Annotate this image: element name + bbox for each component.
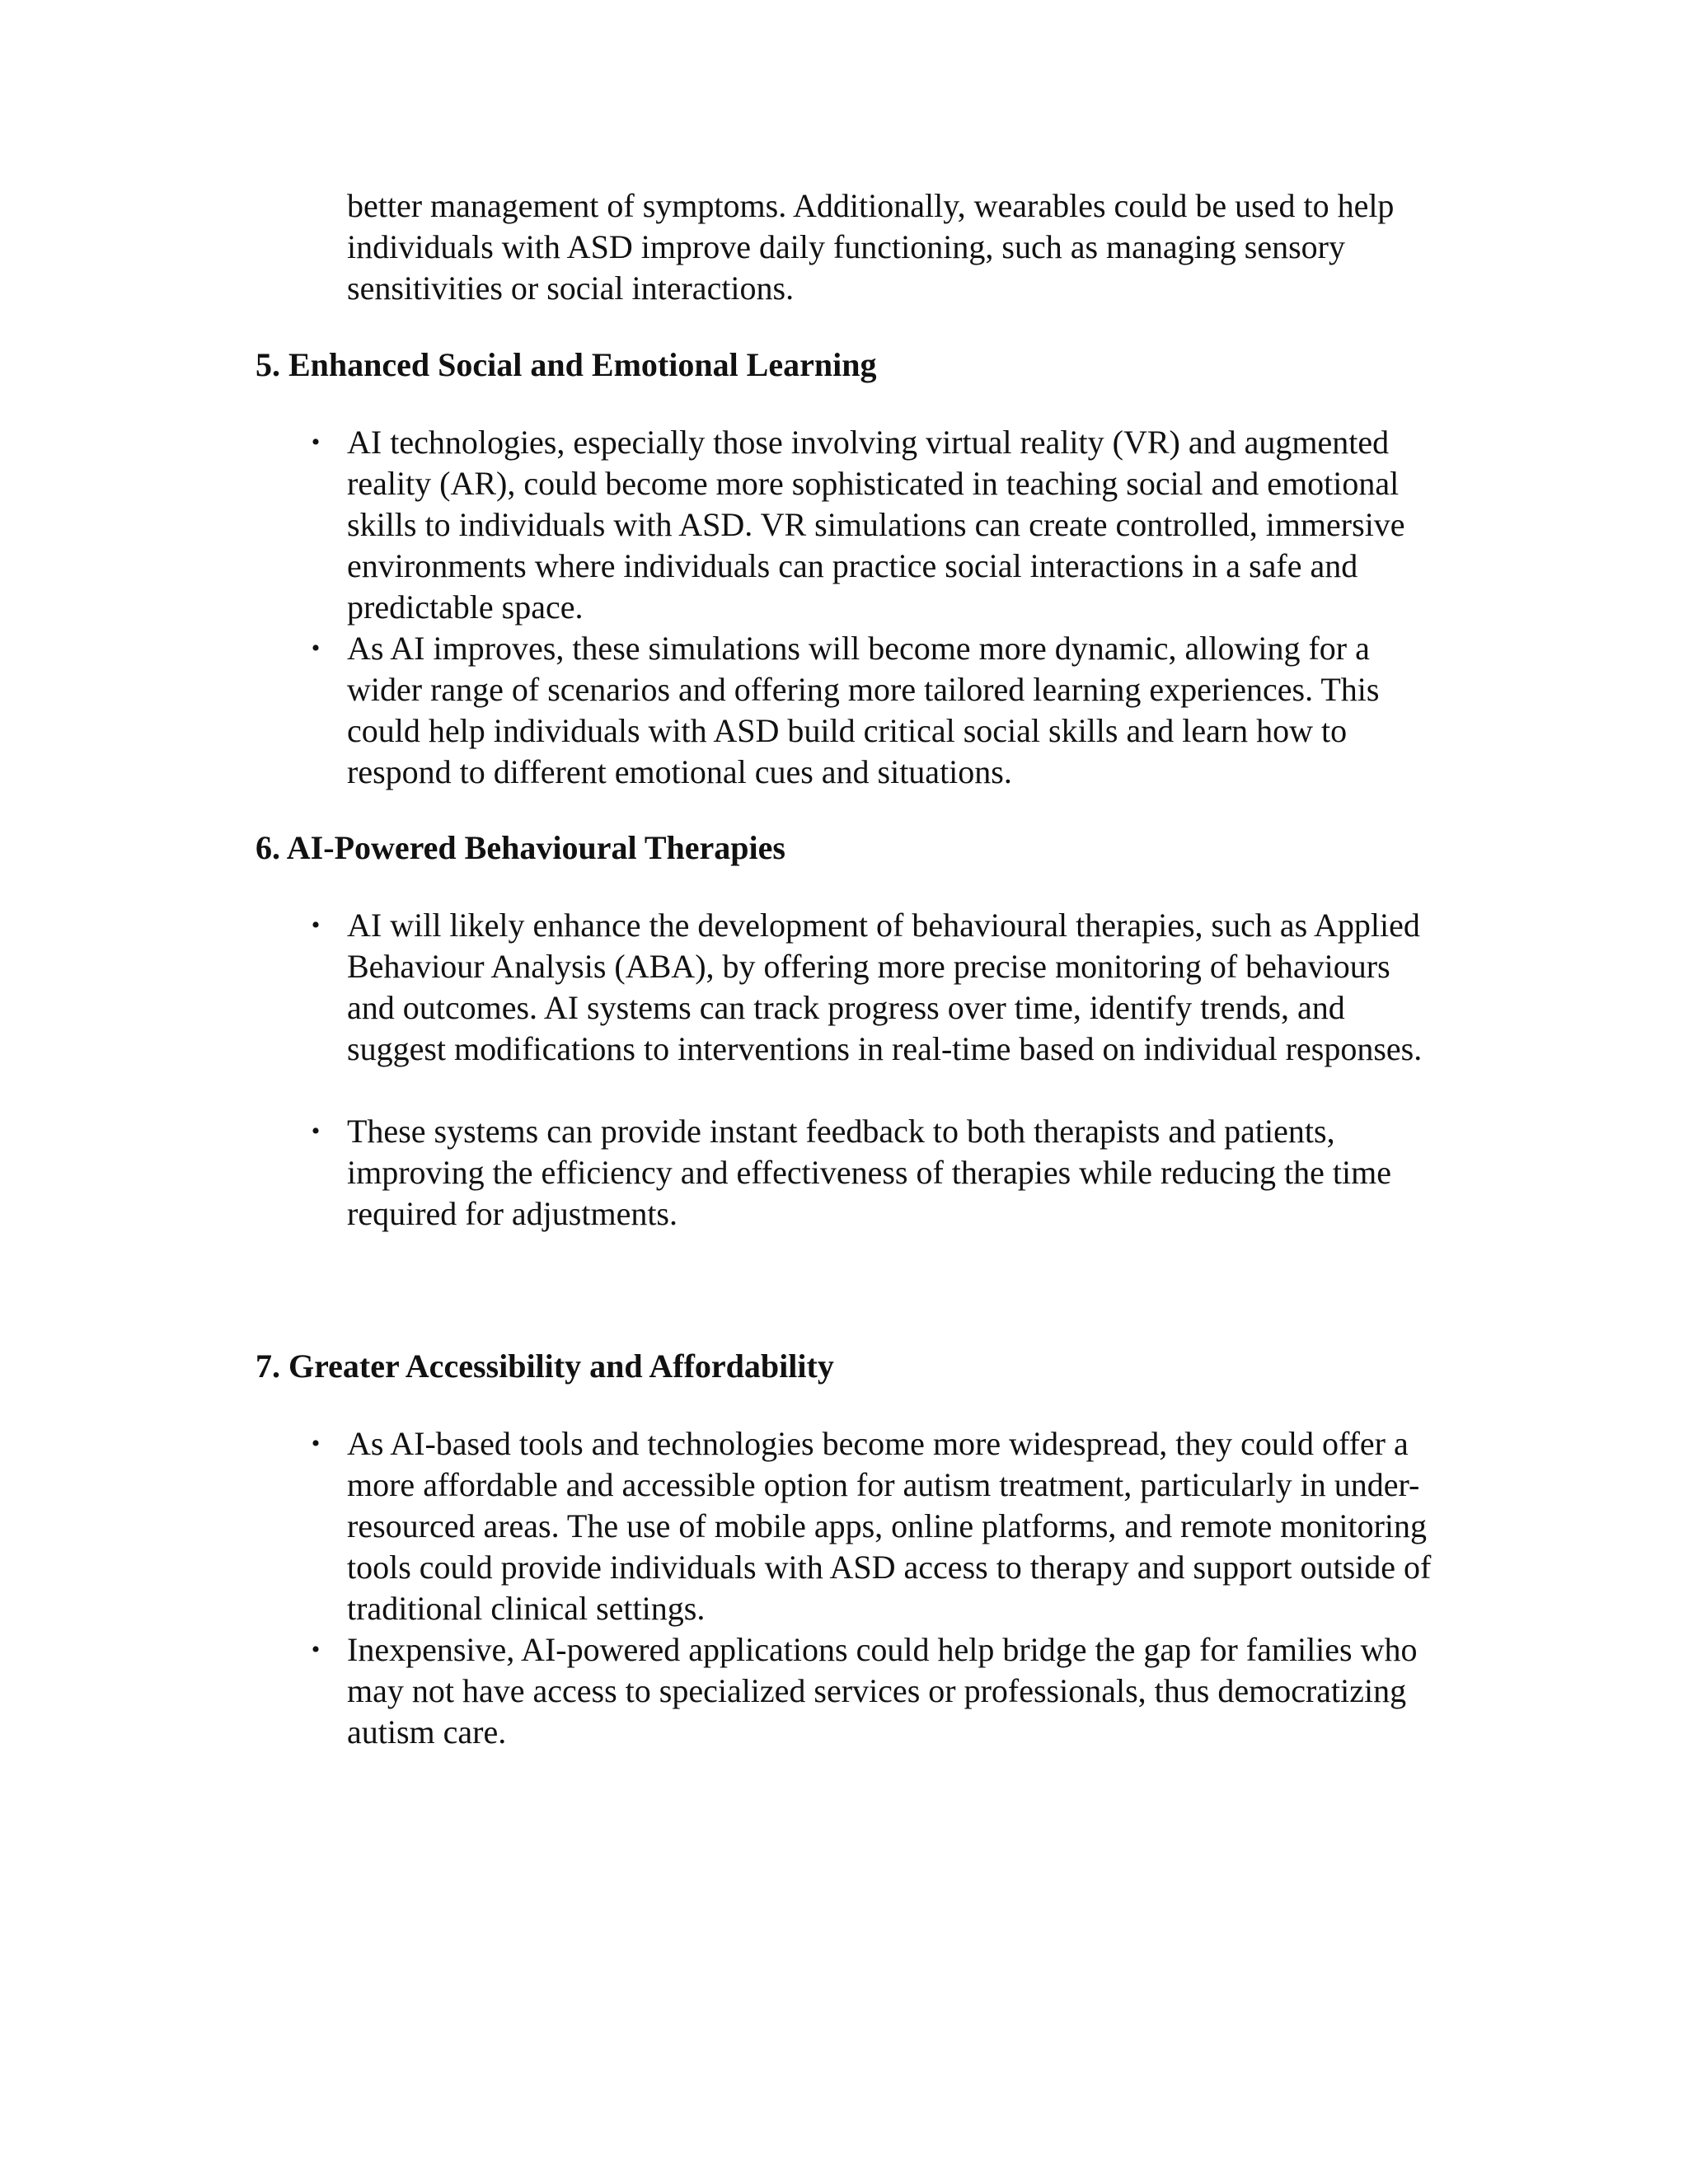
list-item: [311, 422, 1435, 628]
bullet-icon: •: [311, 429, 321, 456]
list-item: [311, 905, 1435, 1070]
bullet-icon: •: [311, 912, 321, 939]
list-item: [311, 1111, 1435, 1235]
list-item-text: AI technologies, especially those involving virtual reality (VR) and augmented reality (AR), could become more sophisticated in teaching social and emotional skills to individuals with ASD. VR simulations can create controlled, immersive environments where individuals can practice social interactions in a safe and predictable space.: [347, 424, 1405, 626]
section-heading-6: 6. AI-Powered Behavioural Therapies: [256, 829, 785, 866]
list-item-text: Inexpensive, AI-powered applications could help bridge the gap for families who may not have access to specialized services or professionals, thus democratizing autism care.: [347, 1631, 1418, 1750]
bullet-icon: •: [311, 635, 321, 662]
list-item-text: These systems can provide instant feedback to both therapists and patients, improving the efficiency and effectiveness of therapies while reducing the time required for adjustments.: [347, 1113, 1391, 1232]
list-item-text: As AI-based tools and technologies become more widespread, they could offer a more affordable and accessible option for autism treatment, particularly in under-resourced areas. The use of mobile apps, online platforms, and remote monitoring tools could provide individuals with ASD access to therapy and support outside of traditional clinical settings.: [347, 1425, 1432, 1627]
list-item-text: AI will likely enhance the development of behavioural therapies, such as Applied Behaviour Analysis (ABA), by offering more precise monitoring of behaviours and outcomes. AI systems can track progress over time, identify trends, and suggest modifications to interventions in real-time based on individual responses.: [347, 907, 1423, 1067]
list-item: [311, 1423, 1435, 1629]
list-item: [311, 628, 1435, 793]
list-item: [311, 1629, 1435, 1753]
section-heading-7: 7. Greater Accessibility and Affordability: [256, 1347, 834, 1385]
bullet-icon: •: [311, 1118, 321, 1145]
bullet-icon: •: [311, 1430, 321, 1457]
bullet-icon: •: [311, 1636, 321, 1663]
intro-paragraph: better management of symptoms. Additionally, wearables could be used to help individuals with ASD improve daily functioning, such as managing sensory sensitivities or social interactions.: [347, 187, 1395, 307]
list-item-text: As AI improves, these simulations will become more dynamic, allowing for a wider range of scenarios and offering more tailored learning experiences. This could help individuals with ASD build critical social skills and learn how to respond to different emotional cues and situations.: [347, 630, 1380, 790]
section-heading-5: 5. Enhanced Social and Emotional Learning: [256, 346, 877, 383]
